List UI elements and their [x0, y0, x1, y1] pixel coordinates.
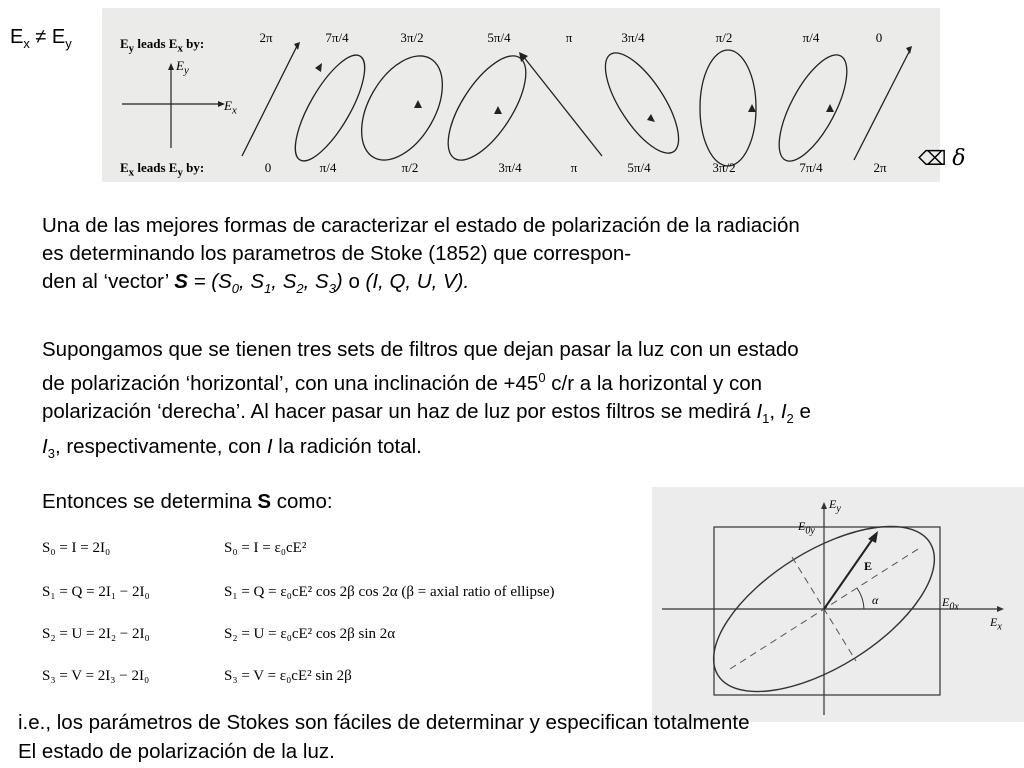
arrow-5pi4 [494, 106, 502, 114]
stokes-equations: S₀ = I = 2I₀ S₀ = I = ε₀cE² S₁ = Q = 2I₁ − 2I₀ S₁ = Q = ε₀cE² cos 2β cos 2α (β = axial ratio of ellipse) S₂ = U = 2I₂ − 2I₀ S₂ = U = ε₀cE² cos 2β sin 2α S₃ = V = 2I₃ − 2I₀ S₃ = V = ε₀cE² sin 2β [42, 540, 555, 684]
bottom-phase-3: 3π/4 [498, 160, 522, 175]
bottom-phase-0: 0 [264, 160, 272, 175]
axis-label-ex: $E_x$ [224, 98, 237, 117]
label-ex: $E_x$ [990, 615, 1002, 633]
e-vector-arrow [868, 531, 878, 543]
state-ellipse-3pi4 [592, 42, 692, 163]
polarization-ellipse-figure [652, 487, 1024, 722]
bottom-phase-2: π/2 [401, 160, 419, 175]
delta-symbol: δ [952, 146, 966, 171]
erase-icon: ⌫ [918, 146, 947, 170]
arrow-pi2 [748, 104, 756, 112]
delta-label [918, 146, 966, 171]
top-phase-0: 2π [259, 30, 273, 45]
bottom-phase-7: 7π/4 [799, 160, 823, 175]
ey-axis-arrow [168, 63, 174, 70]
state-ellipse-pi4 [766, 46, 860, 171]
top-phase-5: 3π/4 [621, 30, 645, 45]
arrow-pi4 [826, 104, 834, 112]
arrow-3pi2 [414, 100, 422, 108]
top-phase-7: π/4 [802, 30, 820, 45]
state-ellipse-7pi4 [283, 46, 378, 170]
header-label-ex-neq-ey: $E_x \ne E_y$ [10, 26, 72, 51]
top-phase-4: π [565, 30, 573, 45]
state-line-pi [523, 56, 602, 156]
bottom-phase-5: 5π/4 [627, 160, 651, 175]
ey-axis-arrow [821, 502, 827, 509]
top-phase-2: 3π/2 [400, 30, 424, 45]
bottom-row-label: $E_x$ leads $E_y$ by: [120, 160, 205, 179]
polarization-states-figure [102, 8, 940, 182]
state-line-2pi [242, 46, 297, 156]
bounding-rectangle [714, 527, 940, 695]
top-phase-6: π/2 [715, 30, 733, 45]
label-e0y: $E_{0y}$ [798, 519, 815, 537]
ellipse-diagram [652, 487, 1024, 722]
top-phase-3: 5π/4 [487, 30, 511, 45]
bottom-phase-6: 3π/2 [712, 160, 736, 175]
state-ellipse-pi2 [700, 50, 756, 166]
footer-conclusion: i.e., los parámetros de Stokes son fáciles de determinar y especifican totalmente El estado de polarización de la luz. [18, 711, 750, 763]
top-row-label: $E_y$ leads $E_x$ by: [120, 36, 205, 55]
bottom-phase-4: π [570, 160, 578, 175]
arrow-3pi4 [647, 114, 655, 122]
paragraph-determine-s: Entonces se determina S como: [42, 490, 333, 513]
top-phase-1: 7π/4 [325, 30, 349, 45]
top-phase-8: 0 [875, 30, 883, 45]
state-ellipse-3pi2 [345, 42, 459, 174]
paragraph-filters: Supongamos que se tienen tres sets de filtros que dejan pasar la luz con un estado de polarización ‘horizontal’, con una inclinación de $+45^0$ c/r a la horizontal y con polarización ‘derecha’. Al hacer pasar un haz de luz por estos filtros se medirá $I_1$, $I_2$ e $I_3$, respectivamente, con I la radición total. [42, 338, 811, 462]
arrow-7pi4 [315, 63, 322, 72]
bottom-phase-8: 2π [873, 160, 887, 175]
label-alpha: α [872, 593, 879, 607]
bottom-phase-1: π/4 [319, 160, 337, 175]
ex-axis-arrow [997, 606, 1004, 612]
alpha-arc [857, 588, 864, 609]
axis-label-ey: $E_y$ [176, 58, 189, 77]
paragraph-stokes-intro: Una de las mejores formas de caracterizar el estado de polarización de la radiación es determinando los parametros de Stoke (1852) que correspon- den al ‘vector’ $S = (S_0$, $S_1$, $S_2$, $S_3$) o (I, Q, U, V). [42, 214, 800, 297]
label-e-vector: E [864, 559, 873, 573]
state-line-0 [854, 50, 910, 160]
label-e0x: $E_{0x}$ [942, 595, 959, 613]
label-ey: $E_y$ [829, 497, 841, 515]
state-ellipse-5pi4 [433, 44, 540, 172]
